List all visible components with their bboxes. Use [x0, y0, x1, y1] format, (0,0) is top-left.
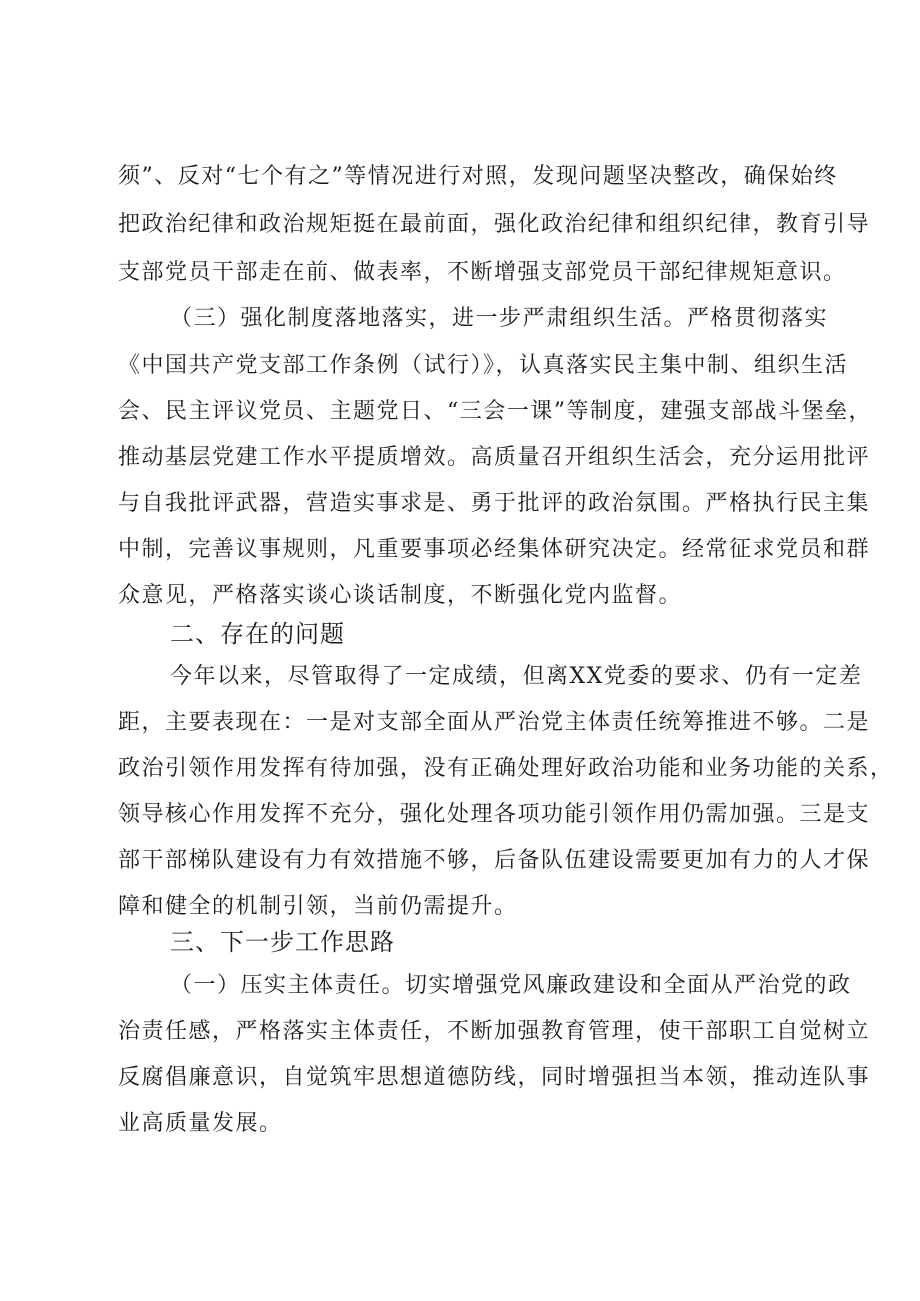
paragraph-line: 支部党员干部走在前、做表率，不断增强支部党员干部纪律规矩意识。	[118, 260, 847, 285]
paragraph-line: 领导核心作用发挥不充分，强化处理各项功能引领作用仍需加强。三是支	[118, 802, 871, 827]
paragraph-line: 部干部梯队建设有力有效措施不够，后备队伍建设需要更加有力的人才保	[118, 848, 871, 873]
paragraph-line: 今年以来，尽管取得了一定成绩，但离XX党委的要求、仍有一定差	[170, 664, 863, 689]
paragraph-line: （三）强化制度落地落实，进一步严肃组织生活。严格贯彻落实	[170, 306, 829, 331]
paragraph-line: 反腐倡廉意识，自觉筑牢思想道德防线，同时增强担当本领，推动连队事	[118, 1065, 871, 1090]
paragraph-line: （一）压实主体责任。切实增强党风廉政建设和全面从严治党的政	[170, 973, 852, 998]
paragraph-line: 推动基层党建工作水平提质增效。高质量召开组织生活会，充分运用批评	[118, 445, 871, 470]
paragraph-line: 中制，完善议事规则，凡重要事项必经集体研究决定。经常征求党员和群	[118, 537, 871, 562]
paragraph-line: 距，主要表现在：一是对支部全面从严治党主体责任统筹推进不够。二是	[118, 710, 871, 735]
paragraph-line: 把政治纪律和政治规矩挺在最前面，强化政治纪律和组织纪律，教育引导	[118, 212, 871, 237]
section-heading-next-steps: 三、下一步工作思路	[170, 928, 395, 956]
paragraph-line: 会、民主评议党员、主题党日、“三会一课”等制度，建强支部战斗堡垒，	[118, 399, 872, 424]
paragraph-line: 《中国共产党支部工作条例（试行）》，认真落实民主集中制、组织生活	[118, 353, 849, 378]
paragraph-line: 障和健全的机制引领，当前仍需提升。	[118, 894, 518, 919]
paragraph-line: 政治引领作用发挥有待加强，没有正确处理好政治功能和业务功能的关系，	[118, 756, 894, 781]
paragraph-line: 众意见，严格落实谈心谈话制度，不断强化党内监督。	[118, 583, 683, 608]
paragraph-line: 与自我批评武器，营造实事求是、勇于批评的政治氛围。严格执行民主集	[118, 491, 871, 516]
paragraph-line: 须”、反对“七个有之”等情况进行对照，发现问题坚决整改，确保始终	[118, 164, 838, 189]
section-heading-problems: 二、存在的问题	[170, 620, 345, 648]
paragraph-line: 治责任感，严格落实主体责任，不断加强教育管理，使干部职工自觉树立	[118, 1019, 871, 1044]
paragraph-line: 业高质量发展。	[118, 1111, 283, 1136]
